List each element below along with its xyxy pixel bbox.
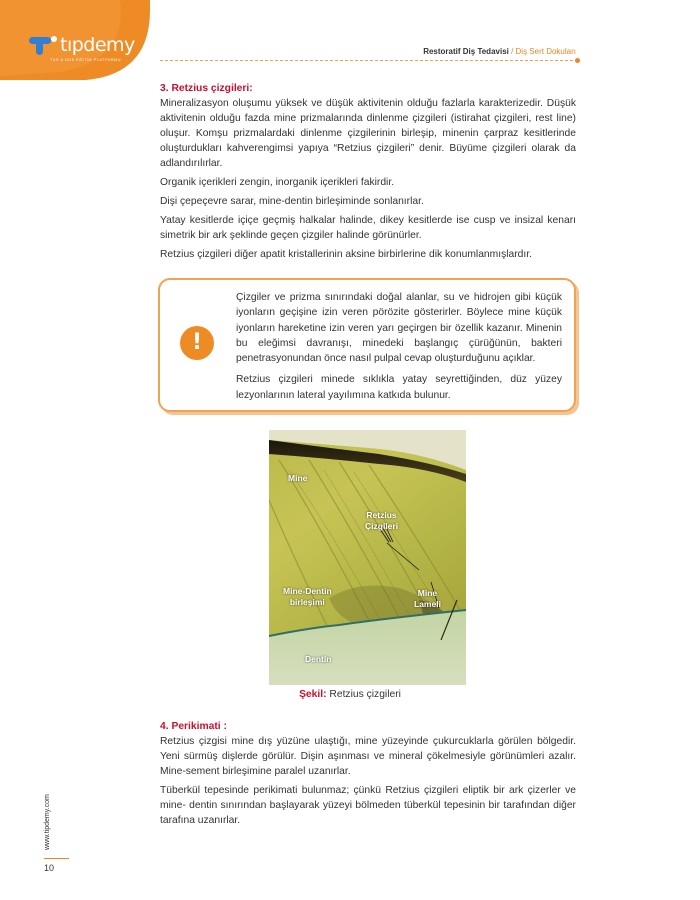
- paragraph: Yatay kesitlerde içiçe geçmiş halkalar halinde, dikey kesitlerde ise cusp ve insizal kenarı simetrik bir ark şeklinde geçen çizgiler halinde görünürler.: [160, 215, 576, 241]
- section-perikimati: [160, 719, 576, 832]
- label-mde-line2: birleşimi: [289, 597, 325, 607]
- website-url[interactable]: www.tipdemy.com: [44, 794, 51, 850]
- label-mde-line1: Mine-Dentin: [283, 586, 332, 596]
- page-number: 10: [44, 863, 55, 873]
- logo-text: tıpdemy: [60, 33, 135, 56]
- section-heading: 3. Retzius çizgileri:: [160, 83, 253, 94]
- paragraph: Tüberkül tepesinde perikimati bulunmaz; çünkü Retzius çizgileri eliptik bir ark çizerler ve mine- dentin sınırından başlayarak yüzeyi bölmeden tüberkül tepesinin bir tarafından diğer tarafına uzanırlar.: [160, 785, 576, 826]
- histology-micrograph: [269, 430, 466, 685]
- paragraph: Organik içerikleri zengin, inorganik içerikleri fakirdir.: [160, 177, 395, 188]
- caption-text: Retzius çizgileri: [326, 689, 401, 700]
- logo-mark-icon: [28, 34, 58, 56]
- running-head-separator: /: [508, 47, 516, 56]
- note-paragraph: Retzius çizgileri minede sıklıkla yatay seyrettiğinden, düz yüzey lezyonlarının lateral yayılımına katkıda bulunur.: [236, 374, 562, 401]
- label-lamel-line2: Lameli: [414, 599, 441, 609]
- label-retzius-line1: Retzius: [366, 510, 397, 520]
- label-retzius: [365, 510, 398, 532]
- book-title: Restoratif Diş Tedavisi: [423, 47, 509, 56]
- label-dentin: Dentin: [305, 654, 332, 664]
- section-retzius: [160, 81, 576, 266]
- label-mine-dentin-junction: [283, 586, 332, 608]
- paragraph: Mineralizasyon oluşumu yüksek ve düşük aktivitenin olduğu fazlarla karakterizedir. Düşük aktivitenin olduğu fazda mine prizmalarında dinlenme çizgileri (istirahat çizgileri, rest line) oluşur. Komşu prizmalardaki dinlenme çizgilerinin birleşip, minenin çarpraz kesitlerinde oluşturdukları kahverengimsi yapıya “Retzius çizgileri” denir. Büyüme çizgileri olarak da adlandırılırlar.: [160, 98, 576, 169]
- header-divider: [160, 60, 578, 61]
- label-enamel-lamella: [414, 588, 441, 610]
- page-number-rule: [44, 858, 69, 859]
- paragraph: Retzius çizgisi mine dış yüzüne ulaştığı, mine yüzeyinde çukurcuklarla görülen bölgedir. Yeni sürmüş dişlerde görülür. Dişin aşınması ve mineral çökelmesiyle görünümleri azalır. Mine-sement birleşimine paralel uzanırlar.: [160, 736, 576, 777]
- exclamation-icon: !: [180, 326, 214, 360]
- header-divider-dot: [575, 58, 580, 63]
- running-head: [423, 47, 576, 56]
- logo-subtitle: TUS & DUS EĞİTİM PLATFORMU: [50, 58, 122, 62]
- paragraph: Dişi çepeçevre sarar, mine-dentin birleşiminde sonlanırlar.: [160, 196, 424, 207]
- important-note-box: [158, 278, 576, 412]
- logo[interactable]: [28, 34, 135, 56]
- paragraph: Retzius çizgileri diğer apatit kristallerinin aksine birbirlerine dik konumlanmışlardır.: [160, 249, 532, 260]
- retzius-figure: [269, 430, 466, 685]
- caption-label: Şekil:: [299, 689, 327, 700]
- note-text: [236, 290, 562, 409]
- label-mine: Mine: [288, 473, 308, 483]
- label-retzius-line2: Çizgileri: [365, 521, 399, 531]
- figure-caption: [200, 689, 500, 700]
- section-heading: 4. Perikimati :: [160, 721, 227, 732]
- label-lamel-line1: Mine: [417, 588, 438, 598]
- chapter-title: Diş Sert Dokuları: [515, 47, 576, 56]
- note-paragraph: Çizgiler ve prizma sınırındaki doğal alanlar, su ve hidrojen gibi küçük iyonların geçişine izin veren pörözite gösterirler. Böylece mine küçük iyonların hareketine izin veren yarı geçirgen bir özellik kazanır. Minenin bu eleğimsi davranışı, minedeki başlangıç çürüğünün, bakteri penetrasyonundan önce nasıl pulpal cevap oluşturduğunu açıklar.: [236, 292, 562, 365]
